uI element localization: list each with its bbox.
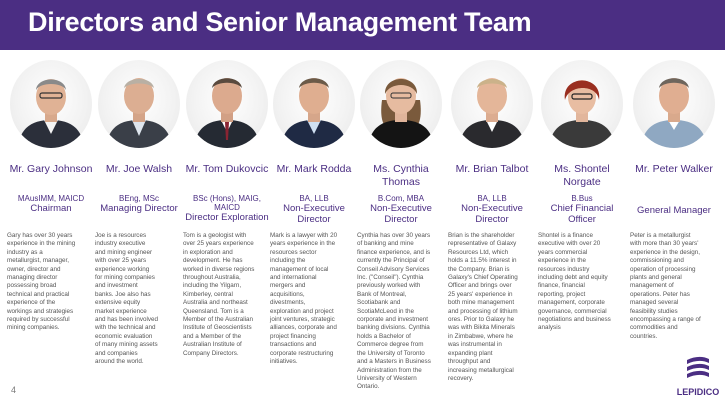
portrait-photo: [451, 60, 533, 148]
person-qualifications: MAusIMM, MAICD: [17, 194, 85, 203]
page-number: 4: [11, 385, 17, 395]
profile-card-gary-johnson: [7, 60, 95, 332]
person-qualifications: BA, LLB: [477, 194, 507, 203]
person-role: Non-Executive Director: [370, 203, 432, 225]
person-name: Ms. Shontel Norgate: [554, 163, 610, 188]
person-silhouette-icon: [273, 60, 355, 148]
person-name: Mr. Tom Dukovcic: [185, 163, 269, 175]
person-role: Non-Executive Director: [283, 203, 345, 225]
person-role: Managing Director: [100, 203, 178, 214]
profile-card-shontel-norgate: [538, 60, 626, 332]
person-name: Mr. Gary Johnson: [9, 163, 93, 175]
person-qualifications: BSc (Hons), MAIG, MAICD: [192, 194, 261, 212]
person-silhouette-icon: [451, 60, 533, 148]
person-silhouette-icon: [98, 60, 180, 148]
person-qualifications: BEng, MSc: [118, 194, 159, 203]
profile-card-mark-rodda: [270, 60, 358, 366]
person-bio: Mark is a lawyer with 20 years experience in the resources sector including the management of local and international mergers and acquisitions, divestments, exploration and project joint ventures, strategic alliances, corporate and project financing transactions and corporate restructuring initiatives.: [270, 232, 338, 366]
person-bio: Peter is a metallurgist with more than 30 years' experience in the design, commissioning and operation of processing plants and general management of operations. Peter has managed several feasibility studies encompassing a range of commodities and countries.: [630, 232, 701, 340]
person-silhouette-icon: [186, 60, 268, 148]
person-role: Chairman: [30, 203, 72, 214]
person-name: Mr. Peter Walker: [635, 163, 713, 175]
person-bio: Tom is a geologist with over 25 years experience in exploration and development. He has worked in diverse regions throughout Australia, including the Yilgarn, Kimberley, central Australia and northeast Queensland. Tom is a Member of the Australian Institute of Geoscientists and a Member of the Australian Institute of Company Directors.: [183, 232, 255, 357]
person-name: Mr. Brian Talbot: [455, 163, 529, 175]
person-name: Mr. Mark Rodda: [276, 163, 352, 175]
page-title: Directors and Senior Management Team: [28, 7, 532, 37]
person-role: Chief Financial Officer: [550, 203, 614, 225]
person-bio: Brian is the shareholder representative of Galaxy Resources Ltd, which holds a 11.5% interest in the Company. Brian is Galaxy's Chief Operating Officer and brings over 25 years' experience in both mine management and processing of lithium ores. Prior to Galaxy he was with Bikita Minerals in Zimbabwe, where he was instrumental in expanding plant throughput and increasing metallurgical recovery.: [448, 232, 518, 382]
person-role: Non-Executive Director: [461, 203, 523, 225]
profile-card-cynthia-thomas: [357, 60, 445, 391]
person-silhouette-icon: [541, 60, 623, 148]
person-role: General Manager: [637, 205, 711, 216]
lepidico-logo-icon: [685, 355, 711, 381]
portrait-photo: [633, 60, 715, 148]
person-name: Ms. Cynthia Thomas: [373, 163, 429, 188]
person-bio: Cynthia has over 30 years of banking and mine finance experience, and is currently the Principal of Conseil Advisory Services Inc. ("Conseil"). Cynthia previously worked with Bank of Montreal, Scotiabank and ScotiaMcLeod in the corporate and investment banking divisions. Cynthia holds a Bachelor of Commerce degree from the University of Toronto and a Masters in Business Administration from the University of Western Ontario.: [357, 232, 431, 391]
portrait-photo: [541, 60, 623, 148]
portrait-photo: [273, 60, 355, 148]
profile-card-joe-walsh: [95, 60, 183, 366]
portrait-photo: [98, 60, 180, 148]
title-banner: [0, 0, 725, 50]
person-qualifications: BA, LLB: [299, 194, 329, 203]
person-qualifications: B.Bus: [571, 194, 593, 203]
profile-card-peter-walker: [630, 60, 718, 340]
person-bio: Gary has over 30 years experience in the mining industry as a metallurgist, manager, owner, director and managing director possessing broad technical and practical experience of the workings and strategies required by successful mining companies.: [7, 232, 76, 332]
portrait-photo: [360, 60, 442, 148]
person-bio: Shontel is a finance executive with over 20 years commercial experience in the resources industry including debt and equity finance, financial reporting, project management, corporate governance, commercial negotiations and business analysis: [538, 232, 611, 332]
person-qualifications: B.Com, MBA: [377, 194, 425, 203]
person-silhouette-icon: [360, 60, 442, 148]
portrait-photo: [10, 60, 92, 148]
person-bio: Joe is a resources industry executive and mining engineer with over 25 years experience working for mining companies and investment banks. Joe also has extensive equity market experience and has been involved with the technical and economic evaluation of many mining assets and companies around the world.: [95, 232, 159, 366]
person-silhouette-icon: [10, 60, 92, 148]
person-name: Mr. Joe Walsh: [105, 163, 173, 175]
person-silhouette-icon: [633, 60, 715, 148]
person-role: Director Exploration: [185, 212, 269, 223]
profile-card-tom-dukovcic: [183, 60, 271, 357]
portrait-photo: [186, 60, 268, 148]
profile-card-brian-talbot: [448, 60, 536, 382]
logo-text: LEPIDICO: [676, 387, 720, 397]
company-logo: [676, 355, 720, 397]
